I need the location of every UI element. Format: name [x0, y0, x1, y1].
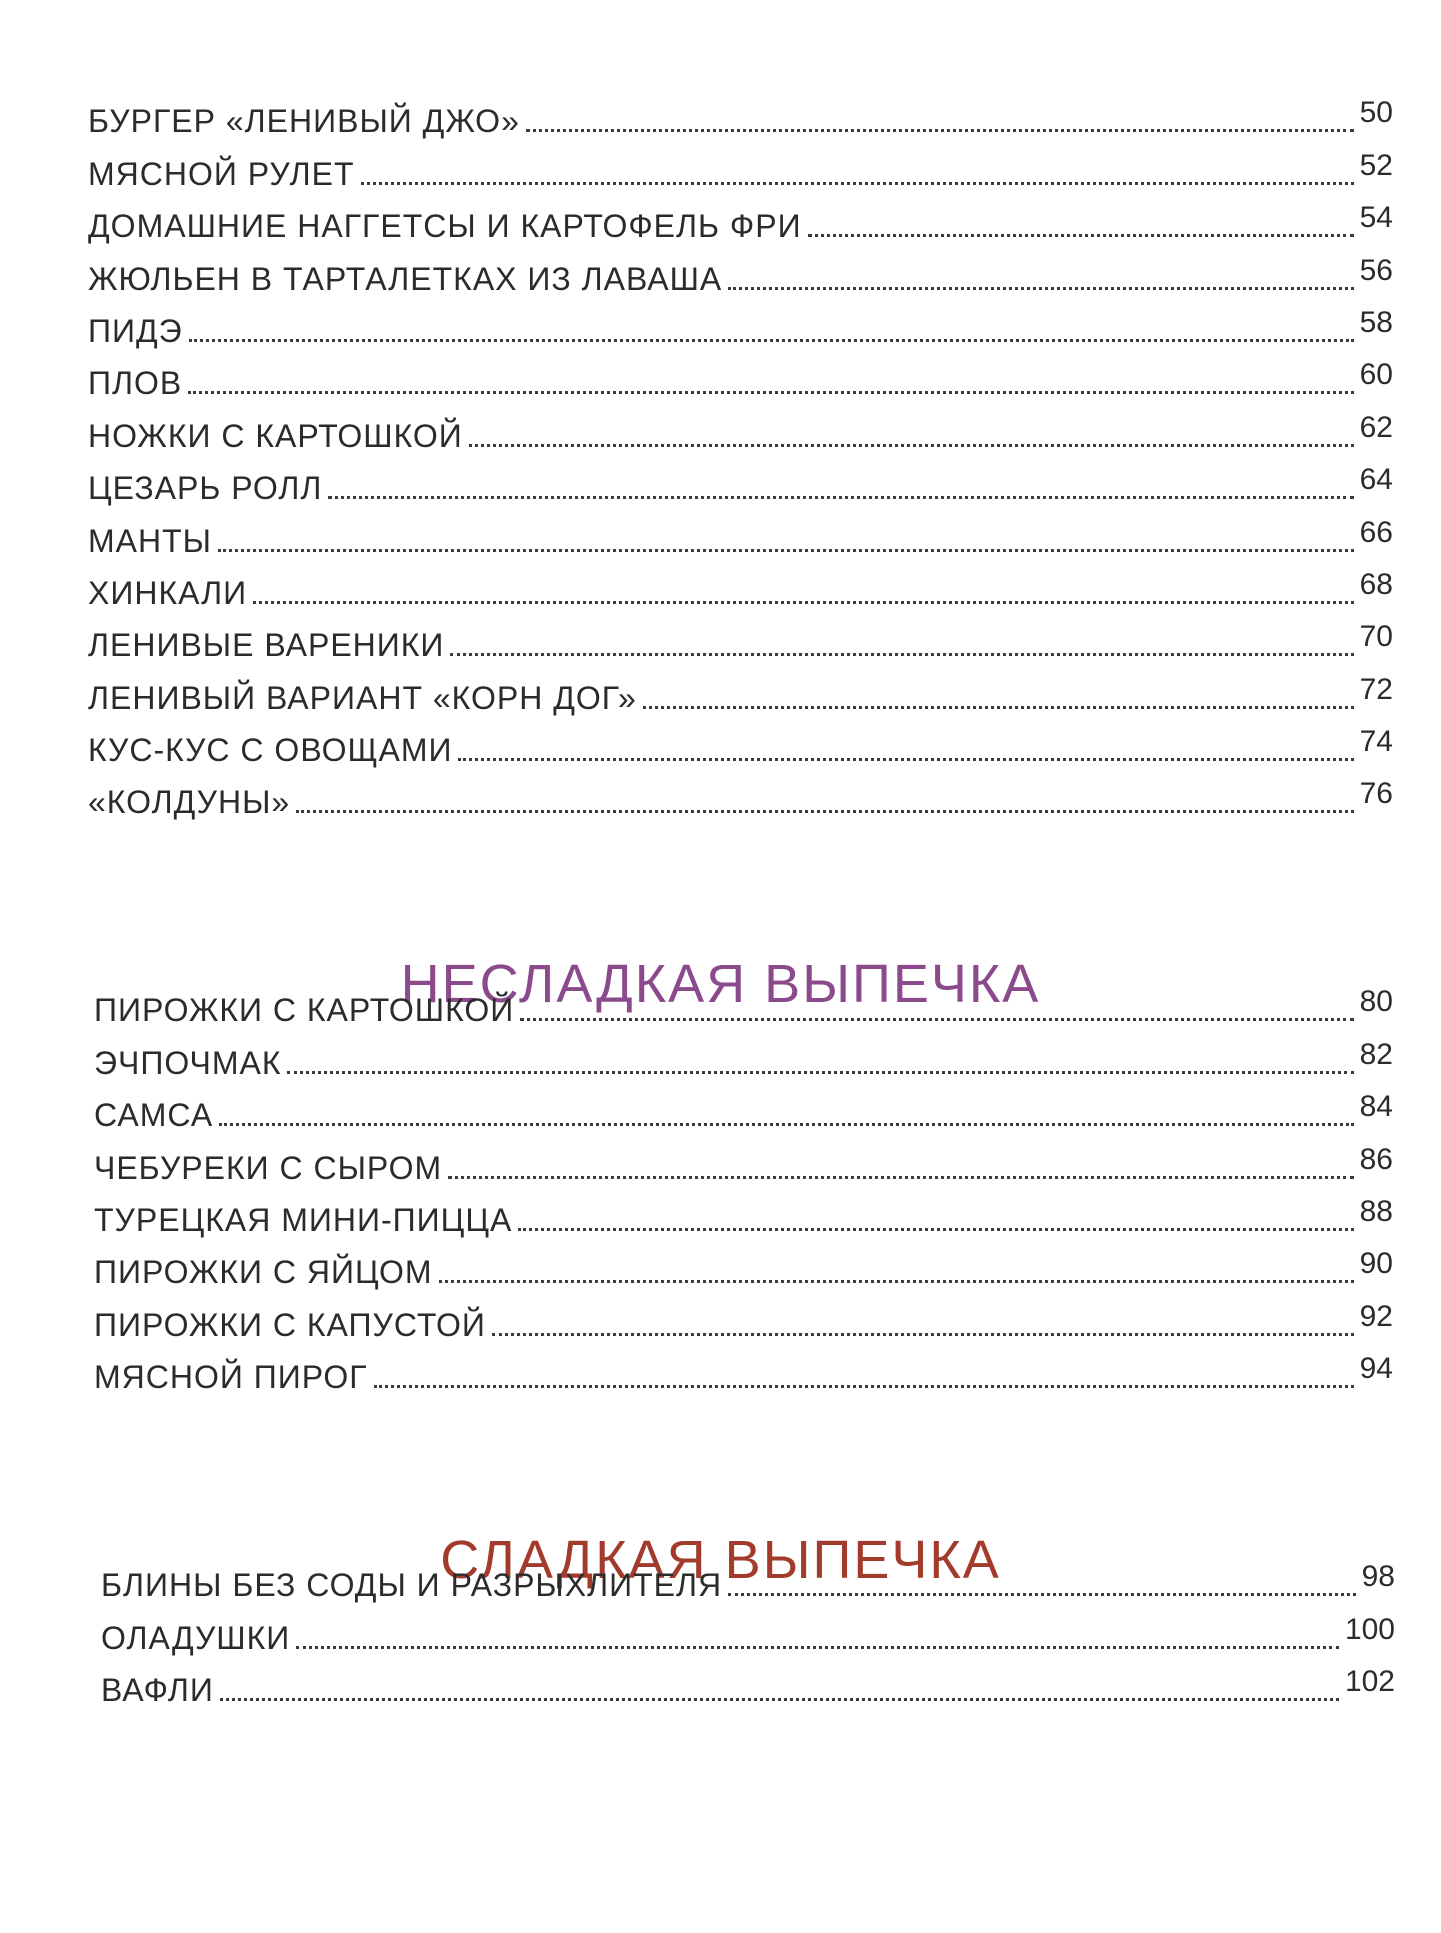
- toc-entry-title: ДОМАШНИЕ НАГГЕТСЫ И КАРТОФЕЛЬ ФРИ: [88, 208, 802, 245]
- toc-entry-page: 50: [1359, 96, 1393, 130]
- toc-entry-title: ЖЮЛЬЕН В ТАРТАЛЕТКАХ ИЗ ЛАВАША: [88, 260, 723, 297]
- dot-leader: [188, 391, 1353, 394]
- toc-entry-page: 60: [1359, 358, 1393, 392]
- toc-entry-title: ТУРЕЦКАЯ МИНИ-ПИЦЦА: [94, 1201, 513, 1238]
- toc-section-sweet-pastry: [101, 1552, 1395, 1709]
- toc-entry: [88, 455, 1393, 507]
- dot-leader: [728, 287, 1353, 290]
- dot-leader: [492, 1333, 1354, 1336]
- toc-entry: [88, 612, 1393, 664]
- dot-leader: [450, 653, 1353, 656]
- toc-entry: [101, 1552, 1395, 1604]
- dot-leader: [296, 810, 1353, 813]
- toc-entry-page: 66: [1359, 515, 1393, 549]
- dot-leader: [296, 1646, 1339, 1649]
- toc-entry-page: 64: [1359, 463, 1393, 497]
- toc-entry-page: 56: [1359, 253, 1393, 287]
- section-heading-nonsweet-pastry: НЕСЛАДКАЯ ВЫПЕЧКА: [400, 953, 1041, 1014]
- dot-leader: [458, 758, 1353, 761]
- toc-entry-title: ПИДЭ: [88, 312, 183, 349]
- toc-entry-page: 58: [1359, 305, 1393, 339]
- toc-entry: [88, 193, 1393, 245]
- toc-entry-title: ЦЕЗАРЬ РОЛЛ: [88, 470, 323, 507]
- toc-entry-title: ПИРОЖКИ С КАРТОШКОЙ: [94, 992, 515, 1029]
- toc-entry: [88, 350, 1393, 402]
- toc-entry: [88, 88, 1393, 140]
- toc-entry-title: МЯСНОЙ ПИРОГ: [94, 1359, 368, 1396]
- toc-entry-page: 98: [1361, 1560, 1395, 1594]
- toc-entry-title: ЛЕНИВЫЙ ВАРИАНТ «КОРН ДОГ»: [88, 679, 637, 716]
- toc-entry-title: ЧЕБУРЕКИ С СЫРОМ: [94, 1149, 443, 1186]
- dot-leader: [439, 1280, 1354, 1283]
- section-heading-sweet-pastry: СЛАДКАЯ ВЫПЕЧКА: [440, 1529, 1001, 1590]
- toc-entry-page: 70: [1359, 620, 1393, 654]
- toc-entry-title: НОЖКИ С КАРТОШКОЙ: [88, 417, 463, 454]
- toc-entry-page: 90: [1359, 1247, 1393, 1281]
- toc-entry: [88, 402, 1393, 454]
- toc-entry-page: 74: [1359, 725, 1393, 759]
- toc-entry: [88, 664, 1393, 716]
- toc-section-nonsweet-pastry: [94, 977, 1393, 1396]
- toc-entry-title: САМСА: [94, 1097, 214, 1134]
- toc-entry: [88, 717, 1393, 769]
- toc-entry-title: ОЛАДУШКИ: [101, 1619, 291, 1656]
- toc-entry-title: ЭЧПОЧМАК: [94, 1044, 282, 1081]
- toc-entry-title: ЛЕНИВЫЕ ВАРЕНИКИ: [88, 627, 445, 664]
- toc-entry-title: БУРГЕР «ЛЕНИВЫЙ ДЖО»: [88, 103, 520, 140]
- dot-leader: [189, 339, 1354, 342]
- toc-entry-title: МЯСНОЙ РУЛЕТ: [88, 155, 355, 192]
- toc-entry-title: БЛИНЫ БЕЗ СОДЫ И РАЗРЫХЛИТЕЛЯ: [101, 1567, 723, 1604]
- toc-entry: [94, 1291, 1393, 1343]
- toc-entry-page: 54: [1359, 201, 1393, 235]
- toc-entry: [94, 1134, 1393, 1186]
- dot-leader: [643, 706, 1354, 709]
- toc-entry-page: 80: [1359, 985, 1393, 1019]
- toc-entry-page: 52: [1359, 148, 1393, 182]
- toc-entry-page: 84: [1359, 1090, 1393, 1124]
- toc-entry-title: ВАФЛИ: [101, 1672, 214, 1709]
- toc-entry: [88, 560, 1393, 612]
- toc-entry-page: 86: [1359, 1142, 1393, 1176]
- toc-entry-page: 68: [1359, 567, 1393, 601]
- toc-entry-page: 102: [1344, 1665, 1395, 1699]
- toc-entry-title: «КОЛДУНЫ»: [88, 784, 291, 821]
- toc-entry: [94, 977, 1393, 1029]
- dot-leader: [469, 444, 1354, 447]
- toc-entry: [94, 1029, 1393, 1081]
- toc-entry-title: ПИРОЖКИ С ЯЙЦОМ: [94, 1254, 433, 1291]
- dot-leader: [526, 129, 1354, 132]
- toc-entry: [94, 1187, 1393, 1239]
- toc-entry: [101, 1604, 1395, 1656]
- toc-entry-page: 82: [1359, 1037, 1393, 1071]
- dot-leader: [808, 234, 1354, 237]
- dot-leader: [218, 549, 1354, 552]
- dot-leader: [448, 1176, 1354, 1179]
- toc-entry: [88, 507, 1393, 559]
- toc-entry: [88, 245, 1393, 297]
- toc-entry: [94, 1239, 1393, 1291]
- toc-entry-title: ХИНКАЛИ: [88, 574, 248, 611]
- toc-entry: [101, 1657, 1395, 1709]
- dot-leader: [219, 1123, 1353, 1126]
- dot-leader: [220, 1698, 1339, 1701]
- dot-leader: [518, 1228, 1353, 1231]
- toc-entry-title: ПИРОЖКИ С КАПУСТОЙ: [94, 1306, 486, 1343]
- toc-entry: [88, 298, 1393, 350]
- toc-entry-title: ПЛОВ: [88, 365, 183, 402]
- dot-leader: [287, 1071, 1353, 1074]
- toc-entry-page: 88: [1359, 1194, 1393, 1228]
- toc-entry: [94, 1082, 1393, 1134]
- toc-entry-page: 76: [1359, 777, 1393, 811]
- toc-entry-title: КУС-КУС С ОВОЩАМИ: [88, 732, 453, 769]
- dot-leader: [728, 1593, 1356, 1596]
- toc-entry-page: 94: [1359, 1352, 1393, 1386]
- toc-entry: [88, 769, 1393, 821]
- dot-leader: [253, 601, 1353, 604]
- toc-entry: [94, 1344, 1393, 1396]
- toc-entry: [88, 140, 1393, 192]
- dot-leader: [328, 496, 1353, 499]
- toc-entry-page: 92: [1359, 1299, 1393, 1333]
- toc-entry-page: 72: [1359, 672, 1393, 706]
- toc-entry-page: 62: [1359, 410, 1393, 444]
- dot-leader: [374, 1385, 1354, 1388]
- dot-leader: [520, 1018, 1353, 1021]
- dot-leader: [361, 182, 1354, 185]
- toc-entry-page: 100: [1344, 1612, 1395, 1646]
- toc-entry-title: МАНТЫ: [88, 522, 212, 559]
- toc-section-main: [88, 88, 1393, 821]
